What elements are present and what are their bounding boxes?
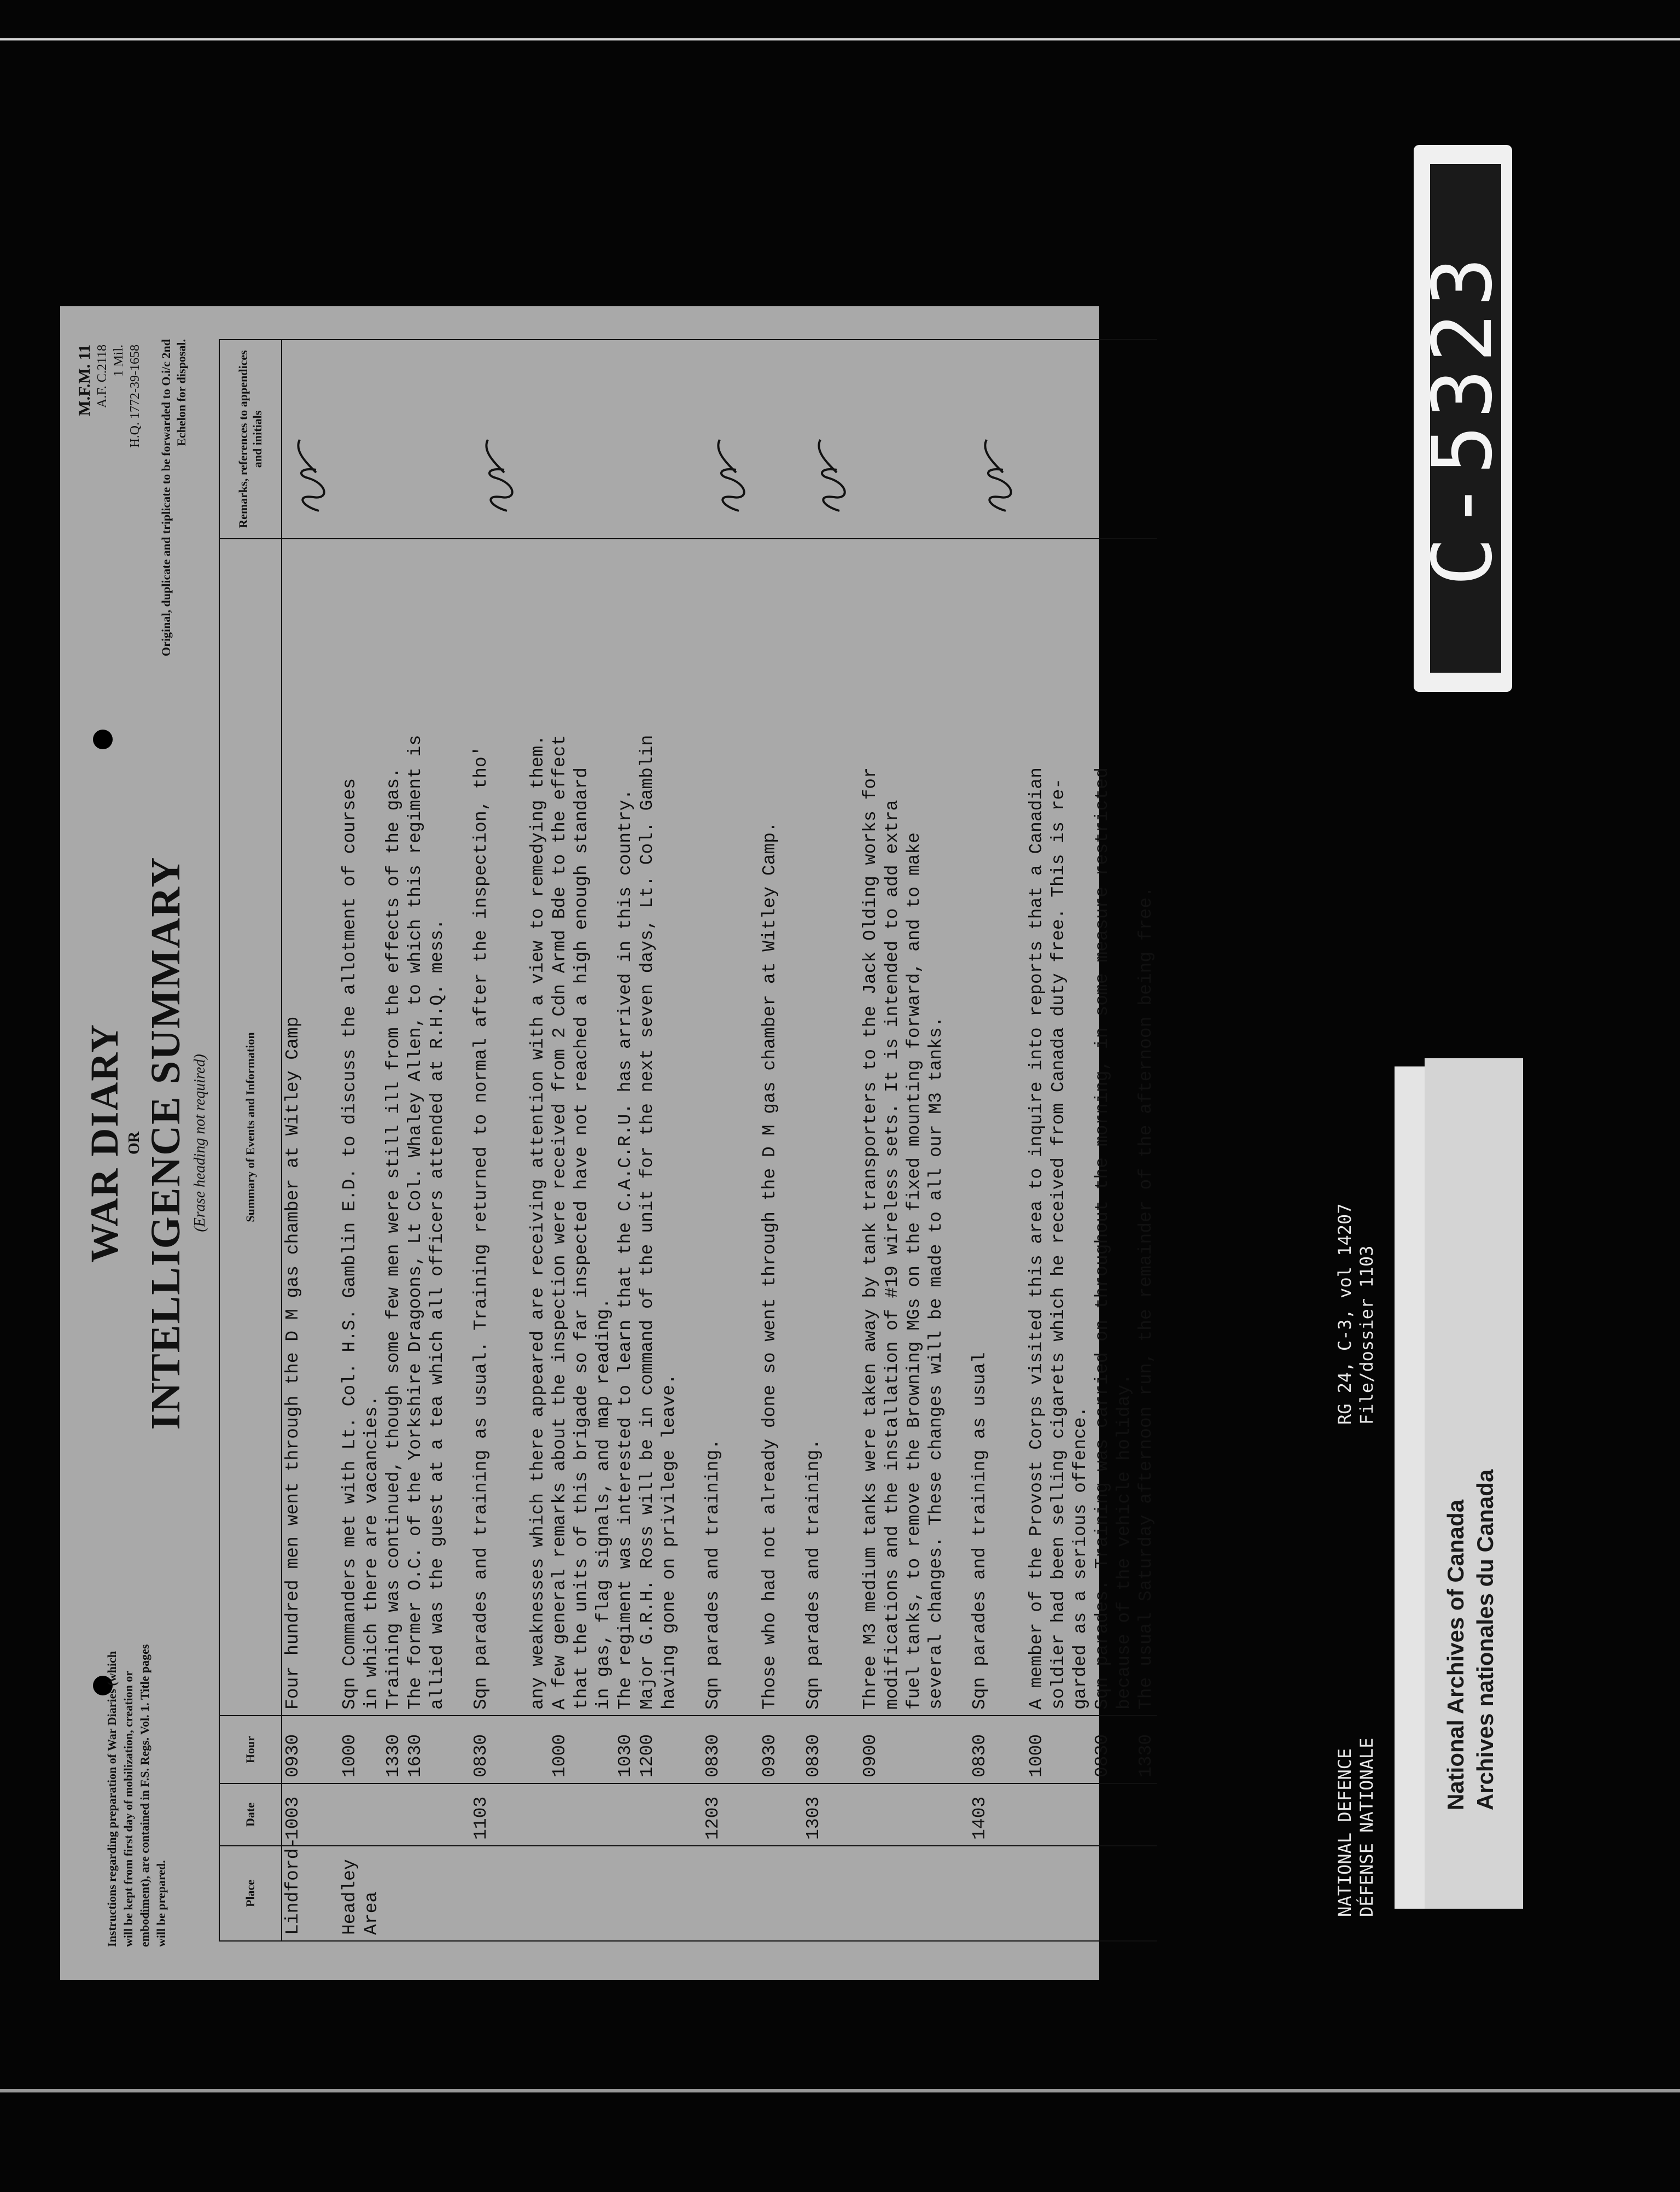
day-separator bbox=[947, 340, 969, 1941]
separator-cell bbox=[680, 539, 702, 1716]
diary-body bbox=[282, 340, 1157, 1941]
cell-hour bbox=[593, 1716, 615, 1783]
cell-hour bbox=[658, 1716, 680, 1783]
cell-remarks bbox=[427, 340, 448, 539]
cell-remarks bbox=[1048, 340, 1070, 539]
day-separator bbox=[781, 340, 803, 1941]
initials-signature-icon bbox=[976, 434, 1019, 516]
cell-date bbox=[882, 1783, 903, 1846]
cell-hour bbox=[1070, 1716, 1092, 1783]
cell-summary: Sqn Commanders met with Lt. Col. H.S. Gamblin E.D. to discuss the allotment of courses bbox=[339, 539, 361, 1716]
table-row bbox=[1135, 340, 1157, 1941]
form-subtitle: INTELLIGENCE SUMMARY bbox=[143, 856, 189, 1430]
cell-remarks bbox=[803, 340, 860, 539]
cell-hour: 0900 bbox=[860, 1716, 882, 1783]
cell-hour bbox=[903, 1716, 925, 1783]
cell-hour: 1630 bbox=[405, 1716, 427, 1783]
cell-place bbox=[637, 1846, 658, 1941]
cell-place bbox=[1026, 1846, 1048, 1941]
cell-date bbox=[405, 1783, 427, 1846]
cell-summary: that the units of this brigade so far inspected have not reached a high enough standard bbox=[571, 539, 593, 1716]
form-code-1: A.F. C.2118 bbox=[95, 345, 109, 408]
cell-hour bbox=[1048, 1716, 1070, 1783]
cell-date bbox=[860, 1783, 882, 1846]
cell-remarks bbox=[637, 340, 658, 539]
form-title-or: OR bbox=[126, 1132, 143, 1155]
cell-hour: 0930 bbox=[759, 1716, 781, 1783]
cell-remarks bbox=[1092, 340, 1113, 539]
header-place: Place bbox=[219, 1846, 282, 1941]
cell-place bbox=[405, 1846, 427, 1941]
cell-remarks bbox=[615, 340, 637, 539]
cell-date: 1303 bbox=[803, 1783, 860, 1846]
cell-summary: The usual Saturday afternoon run, the remainder of the afternoon being free. bbox=[1135, 539, 1157, 1716]
separator-cell bbox=[448, 1846, 470, 1941]
cell-hour bbox=[1113, 1716, 1135, 1783]
cell-summary: Sqn parades. Training was carried on throughout the morning, in some measure restricted bbox=[1092, 539, 1113, 1716]
cell-hour: 0830 bbox=[702, 1716, 759, 1783]
cell-date bbox=[427, 1783, 448, 1846]
separator-cell bbox=[781, 1716, 803, 1783]
cell-hour bbox=[361, 1716, 383, 1783]
separator-cell bbox=[448, 539, 470, 1716]
cell-remarks bbox=[969, 340, 1026, 539]
cell-remarks bbox=[925, 340, 947, 539]
cell-summary: Training was continued, though some few men were still ill from the effects of the gas. bbox=[383, 539, 405, 1716]
cell-summary: in gas, flag signals, and map reading. bbox=[593, 539, 615, 1716]
cell-summary: any weaknesses which there appeared are receiving attention with a view to remedying them. bbox=[527, 539, 549, 1716]
form-code-2: 1 Mil. bbox=[112, 345, 126, 377]
table-row bbox=[1026, 340, 1048, 1941]
cell-remarks bbox=[405, 340, 427, 539]
table-row bbox=[405, 340, 427, 1941]
cell-date: 1003 bbox=[282, 1783, 339, 1846]
cell-remarks bbox=[903, 340, 925, 539]
table-row bbox=[759, 340, 781, 1941]
scan-border-top bbox=[0, 38, 1680, 40]
header-summary: Summary of Events and Information bbox=[219, 539, 282, 1716]
cell-remarks bbox=[571, 340, 593, 539]
separator-cell bbox=[947, 340, 969, 539]
cell-remarks bbox=[527, 340, 549, 539]
cell-date bbox=[1135, 1783, 1157, 1846]
cell-place bbox=[903, 1846, 925, 1941]
cell-place: Lindford- bbox=[282, 1846, 339, 1941]
cell-place bbox=[615, 1846, 637, 1941]
cell-place bbox=[1048, 1846, 1070, 1941]
separator-cell bbox=[680, 1783, 702, 1846]
table-row bbox=[361, 340, 383, 1941]
cell-remarks bbox=[470, 340, 527, 539]
source-line-2: DÉFENSE NATIONALE bbox=[1356, 1738, 1377, 1917]
cell-place bbox=[658, 1846, 680, 1941]
cell-remarks bbox=[549, 340, 571, 539]
cell-remarks bbox=[339, 340, 361, 539]
separator-cell bbox=[448, 1783, 470, 1846]
cell-date bbox=[1113, 1783, 1135, 1846]
cell-hour: 0830 bbox=[803, 1716, 860, 1783]
table-row bbox=[1070, 340, 1092, 1941]
table-row bbox=[470, 340, 527, 1941]
table-row bbox=[903, 340, 925, 1941]
separator-cell bbox=[947, 1846, 969, 1941]
cell-remarks bbox=[1135, 340, 1157, 539]
separator-cell bbox=[680, 1846, 702, 1941]
cell-date bbox=[658, 1783, 680, 1846]
form-title: WAR DIARY bbox=[83, 1023, 126, 1263]
separator-cell bbox=[947, 1783, 969, 1846]
cell-date bbox=[1070, 1783, 1092, 1846]
separator-cell bbox=[781, 1846, 803, 1941]
table-row bbox=[702, 340, 759, 1941]
cell-remarks bbox=[361, 340, 383, 539]
cell-place: Area bbox=[361, 1846, 383, 1941]
cell-hour: 1330 bbox=[383, 1716, 405, 1783]
cell-date bbox=[1092, 1783, 1113, 1846]
separator-cell bbox=[781, 340, 803, 539]
cell-hour bbox=[925, 1716, 947, 1783]
reel-number: C-5323 bbox=[1415, 250, 1510, 586]
cell-summary: Four hundred men went through the D M gas chamber at Witley Camp bbox=[282, 539, 339, 1716]
source-line-3: RG 24, C-3, vol 14207 bbox=[1334, 1203, 1355, 1425]
cell-date bbox=[1026, 1783, 1048, 1846]
reel-number-wrapper bbox=[1416, 148, 1509, 689]
cell-remarks bbox=[282, 340, 339, 539]
cell-hour: 0830 bbox=[969, 1716, 1026, 1783]
table-row bbox=[1048, 340, 1070, 1941]
day-separator bbox=[680, 340, 702, 1941]
table-row bbox=[571, 340, 593, 1941]
cell-date bbox=[637, 1783, 658, 1846]
table-row bbox=[549, 340, 571, 1941]
cell-date bbox=[383, 1783, 405, 1846]
cell-date: 1203 bbox=[702, 1783, 759, 1846]
archive-card-text bbox=[1427, 1061, 1520, 1909]
cell-summary: A few general remarks about the inspection were received from 2 Cdn Armd Bde to the effect bbox=[549, 539, 571, 1716]
cell-summary: Those who had not already done so went through the D M gas chamber at Witley Camp. bbox=[759, 539, 781, 1716]
cell-place bbox=[1070, 1846, 1092, 1941]
table-row bbox=[1092, 340, 1113, 1941]
cell-place bbox=[427, 1846, 448, 1941]
source-line-4: File/dossier 1103 bbox=[1356, 1245, 1377, 1425]
cell-date bbox=[903, 1783, 925, 1846]
table-row bbox=[527, 340, 549, 1941]
header-date: Date bbox=[219, 1783, 282, 1846]
separator-cell bbox=[680, 1716, 702, 1783]
cell-place bbox=[1092, 1846, 1113, 1941]
table-row bbox=[658, 340, 680, 1941]
form-code-3: H.Q. 1772-39-1658 bbox=[128, 345, 142, 448]
cell-date bbox=[1048, 1783, 1070, 1846]
table-row bbox=[882, 340, 903, 1941]
cell-place bbox=[702, 1846, 759, 1941]
cell-summary: soldier had been selling cigarets which he received from Canada duty free. This is re- bbox=[1048, 539, 1070, 1716]
cell-summary: several changes. These changes will be made to all our M3 tanks. bbox=[925, 539, 947, 1716]
initials-signature-icon bbox=[709, 434, 752, 516]
table-row bbox=[593, 340, 615, 1941]
cell-place bbox=[527, 1846, 549, 1941]
cell-place bbox=[882, 1846, 903, 1941]
cell-place: Headley bbox=[339, 1846, 361, 1941]
cell-summary: garded as a serious offence. bbox=[1070, 539, 1092, 1716]
war-diary-form bbox=[60, 306, 1156, 1980]
form-mfm: M.F.M. 11 bbox=[75, 345, 94, 416]
cell-remarks bbox=[882, 340, 903, 539]
cell-place bbox=[1113, 1846, 1135, 1941]
cell-date bbox=[593, 1783, 615, 1846]
cell-place bbox=[803, 1846, 860, 1941]
separator-cell bbox=[680, 340, 702, 539]
cell-hour bbox=[571, 1716, 593, 1783]
archive-name-en: National Archives of Canada bbox=[1443, 1500, 1468, 1810]
cell-summary: having gone on privilege leave. bbox=[658, 539, 680, 1716]
cell-date bbox=[925, 1783, 947, 1846]
cell-summary: because of the vehicle holiday. bbox=[1113, 539, 1135, 1716]
cell-remarks bbox=[1113, 340, 1135, 539]
cell-place bbox=[470, 1846, 527, 1941]
table-row bbox=[925, 340, 947, 1941]
cell-summary: Sqn parades and training as usual. Training returned to normal after the inspection, tho' bbox=[470, 539, 527, 1716]
cell-summary: fuel tanks, to remove the Browning MGs on the fixed mounting forward, and to make bbox=[903, 539, 925, 1716]
war-diary-form-wrapper bbox=[60, 306, 1156, 1980]
form-forward-note: Original, duplicate and triplicate to be forwarded to O.i/c 2nd Echelon for disposal. bbox=[159, 339, 188, 656]
cell-hour: 0830 bbox=[1092, 1716, 1113, 1783]
separator-cell bbox=[781, 539, 803, 1716]
cell-date bbox=[527, 1783, 549, 1846]
cell-summary: Sqn parades and training as usual bbox=[969, 539, 1026, 1716]
form-subtitle-note: (Erase heading not required) bbox=[191, 1054, 208, 1232]
cell-place bbox=[1135, 1846, 1157, 1941]
cell-hour: 0830 bbox=[470, 1716, 527, 1783]
cell-summary: Major G.R.H. Ross will be in command of the unit for the next seven days, Lt. Col. Gamblin bbox=[637, 539, 658, 1716]
cell-date bbox=[759, 1783, 781, 1846]
cell-hour: 0930 bbox=[282, 1716, 339, 1783]
cell-summary: The regiment was interested to learn that the C.A.C.R.U. has arrived in this country. bbox=[615, 539, 637, 1716]
cell-place bbox=[571, 1846, 593, 1941]
cell-place bbox=[925, 1846, 947, 1941]
cell-summary: Sqn parades and training. bbox=[702, 539, 759, 1716]
table-row bbox=[803, 340, 860, 1941]
cell-date bbox=[361, 1783, 383, 1846]
table-row bbox=[427, 340, 448, 1941]
separator-cell bbox=[947, 1716, 969, 1783]
table-row bbox=[383, 340, 405, 1941]
source-line-1: NATIONAL DEFENCE bbox=[1334, 1748, 1355, 1917]
table-row bbox=[339, 340, 361, 1941]
cell-hour: 1330 bbox=[1135, 1716, 1157, 1783]
separator-cell bbox=[947, 539, 969, 1716]
cell-hour bbox=[427, 1716, 448, 1783]
cell-hour: 1200 bbox=[637, 1716, 658, 1783]
cell-remarks bbox=[1070, 340, 1092, 539]
cell-hour bbox=[882, 1716, 903, 1783]
cell-summary: The former O.C. of the Yorkshire Dragoons, Lt Col. Whaley Allen, to which this regiment is bbox=[405, 539, 427, 1716]
cell-summary: modifications and the installation of #19 wireless sets. It is intended to add extra bbox=[882, 539, 903, 1716]
day-separator bbox=[448, 340, 470, 1941]
diary-table bbox=[219, 339, 1157, 1942]
cell-place bbox=[549, 1846, 571, 1941]
cell-date: 1103 bbox=[470, 1783, 527, 1846]
cell-date bbox=[549, 1783, 571, 1846]
table-row bbox=[615, 340, 637, 1941]
separator-cell bbox=[448, 340, 470, 539]
initials-signature-icon bbox=[289, 434, 332, 516]
cell-place bbox=[593, 1846, 615, 1941]
cell-place bbox=[969, 1846, 1026, 1941]
cell-remarks bbox=[658, 340, 680, 539]
cell-summary: allied was the guest at a tea which all officers attended at R.H.Q. mess. bbox=[427, 539, 448, 1716]
form-instructions: Instructions regarding preparation of War Diaries (which will be kept from first day of mobilization, creation or embodiment), are contained in F.S. Regs. Vol. 1. Title pages will be prepared. bbox=[105, 1644, 168, 1947]
cell-summary: Sqn parades and training. bbox=[803, 539, 860, 1716]
cell-date: 1403 bbox=[969, 1783, 1026, 1846]
table-row bbox=[860, 340, 882, 1941]
cell-date bbox=[615, 1783, 637, 1846]
cell-remarks bbox=[702, 340, 759, 539]
cell-remarks bbox=[860, 340, 882, 539]
initials-signature-icon bbox=[809, 434, 853, 516]
cell-remarks bbox=[593, 340, 615, 539]
cell-hour: 1000 bbox=[549, 1716, 571, 1783]
cell-remarks bbox=[759, 340, 781, 539]
cell-hour: 1000 bbox=[1026, 1716, 1048, 1783]
cell-hour bbox=[527, 1716, 549, 1783]
table-row bbox=[282, 340, 339, 1941]
cell-place bbox=[860, 1846, 882, 1941]
archive-card-wrapper bbox=[1427, 1061, 1520, 1909]
header-hour: Hour bbox=[219, 1716, 282, 1783]
cell-remarks bbox=[1026, 340, 1048, 539]
archive-name-fr: Archives nationales du Canada bbox=[1472, 1469, 1498, 1810]
cell-hour: 1000 bbox=[339, 1716, 361, 1783]
table-row bbox=[637, 340, 658, 1941]
cell-remarks bbox=[383, 340, 405, 539]
cell-place bbox=[759, 1846, 781, 1941]
scan-border-bottom bbox=[0, 2089, 1680, 2092]
table-row bbox=[1113, 340, 1135, 1941]
separator-cell bbox=[448, 1716, 470, 1783]
header-remarks: Remarks, references to appendices and initials bbox=[219, 340, 282, 539]
cell-date bbox=[339, 1783, 361, 1846]
cell-summary: in which there are vacancies. bbox=[361, 539, 383, 1716]
cell-place bbox=[383, 1846, 405, 1941]
initials-signature-icon bbox=[477, 434, 521, 516]
cell-summary: A member of the Provost Corps visited this area to inquire into reports that a Canadian bbox=[1026, 539, 1048, 1716]
cell-date bbox=[571, 1783, 593, 1846]
diary-header-row bbox=[219, 340, 282, 1941]
cell-hour: 1030 bbox=[615, 1716, 637, 1783]
table-row bbox=[969, 340, 1026, 1941]
separator-cell bbox=[781, 1783, 803, 1846]
cell-summary: Three M3 medium tanks were taken away by tank transporters to the Jack Olding works for bbox=[860, 539, 882, 1716]
